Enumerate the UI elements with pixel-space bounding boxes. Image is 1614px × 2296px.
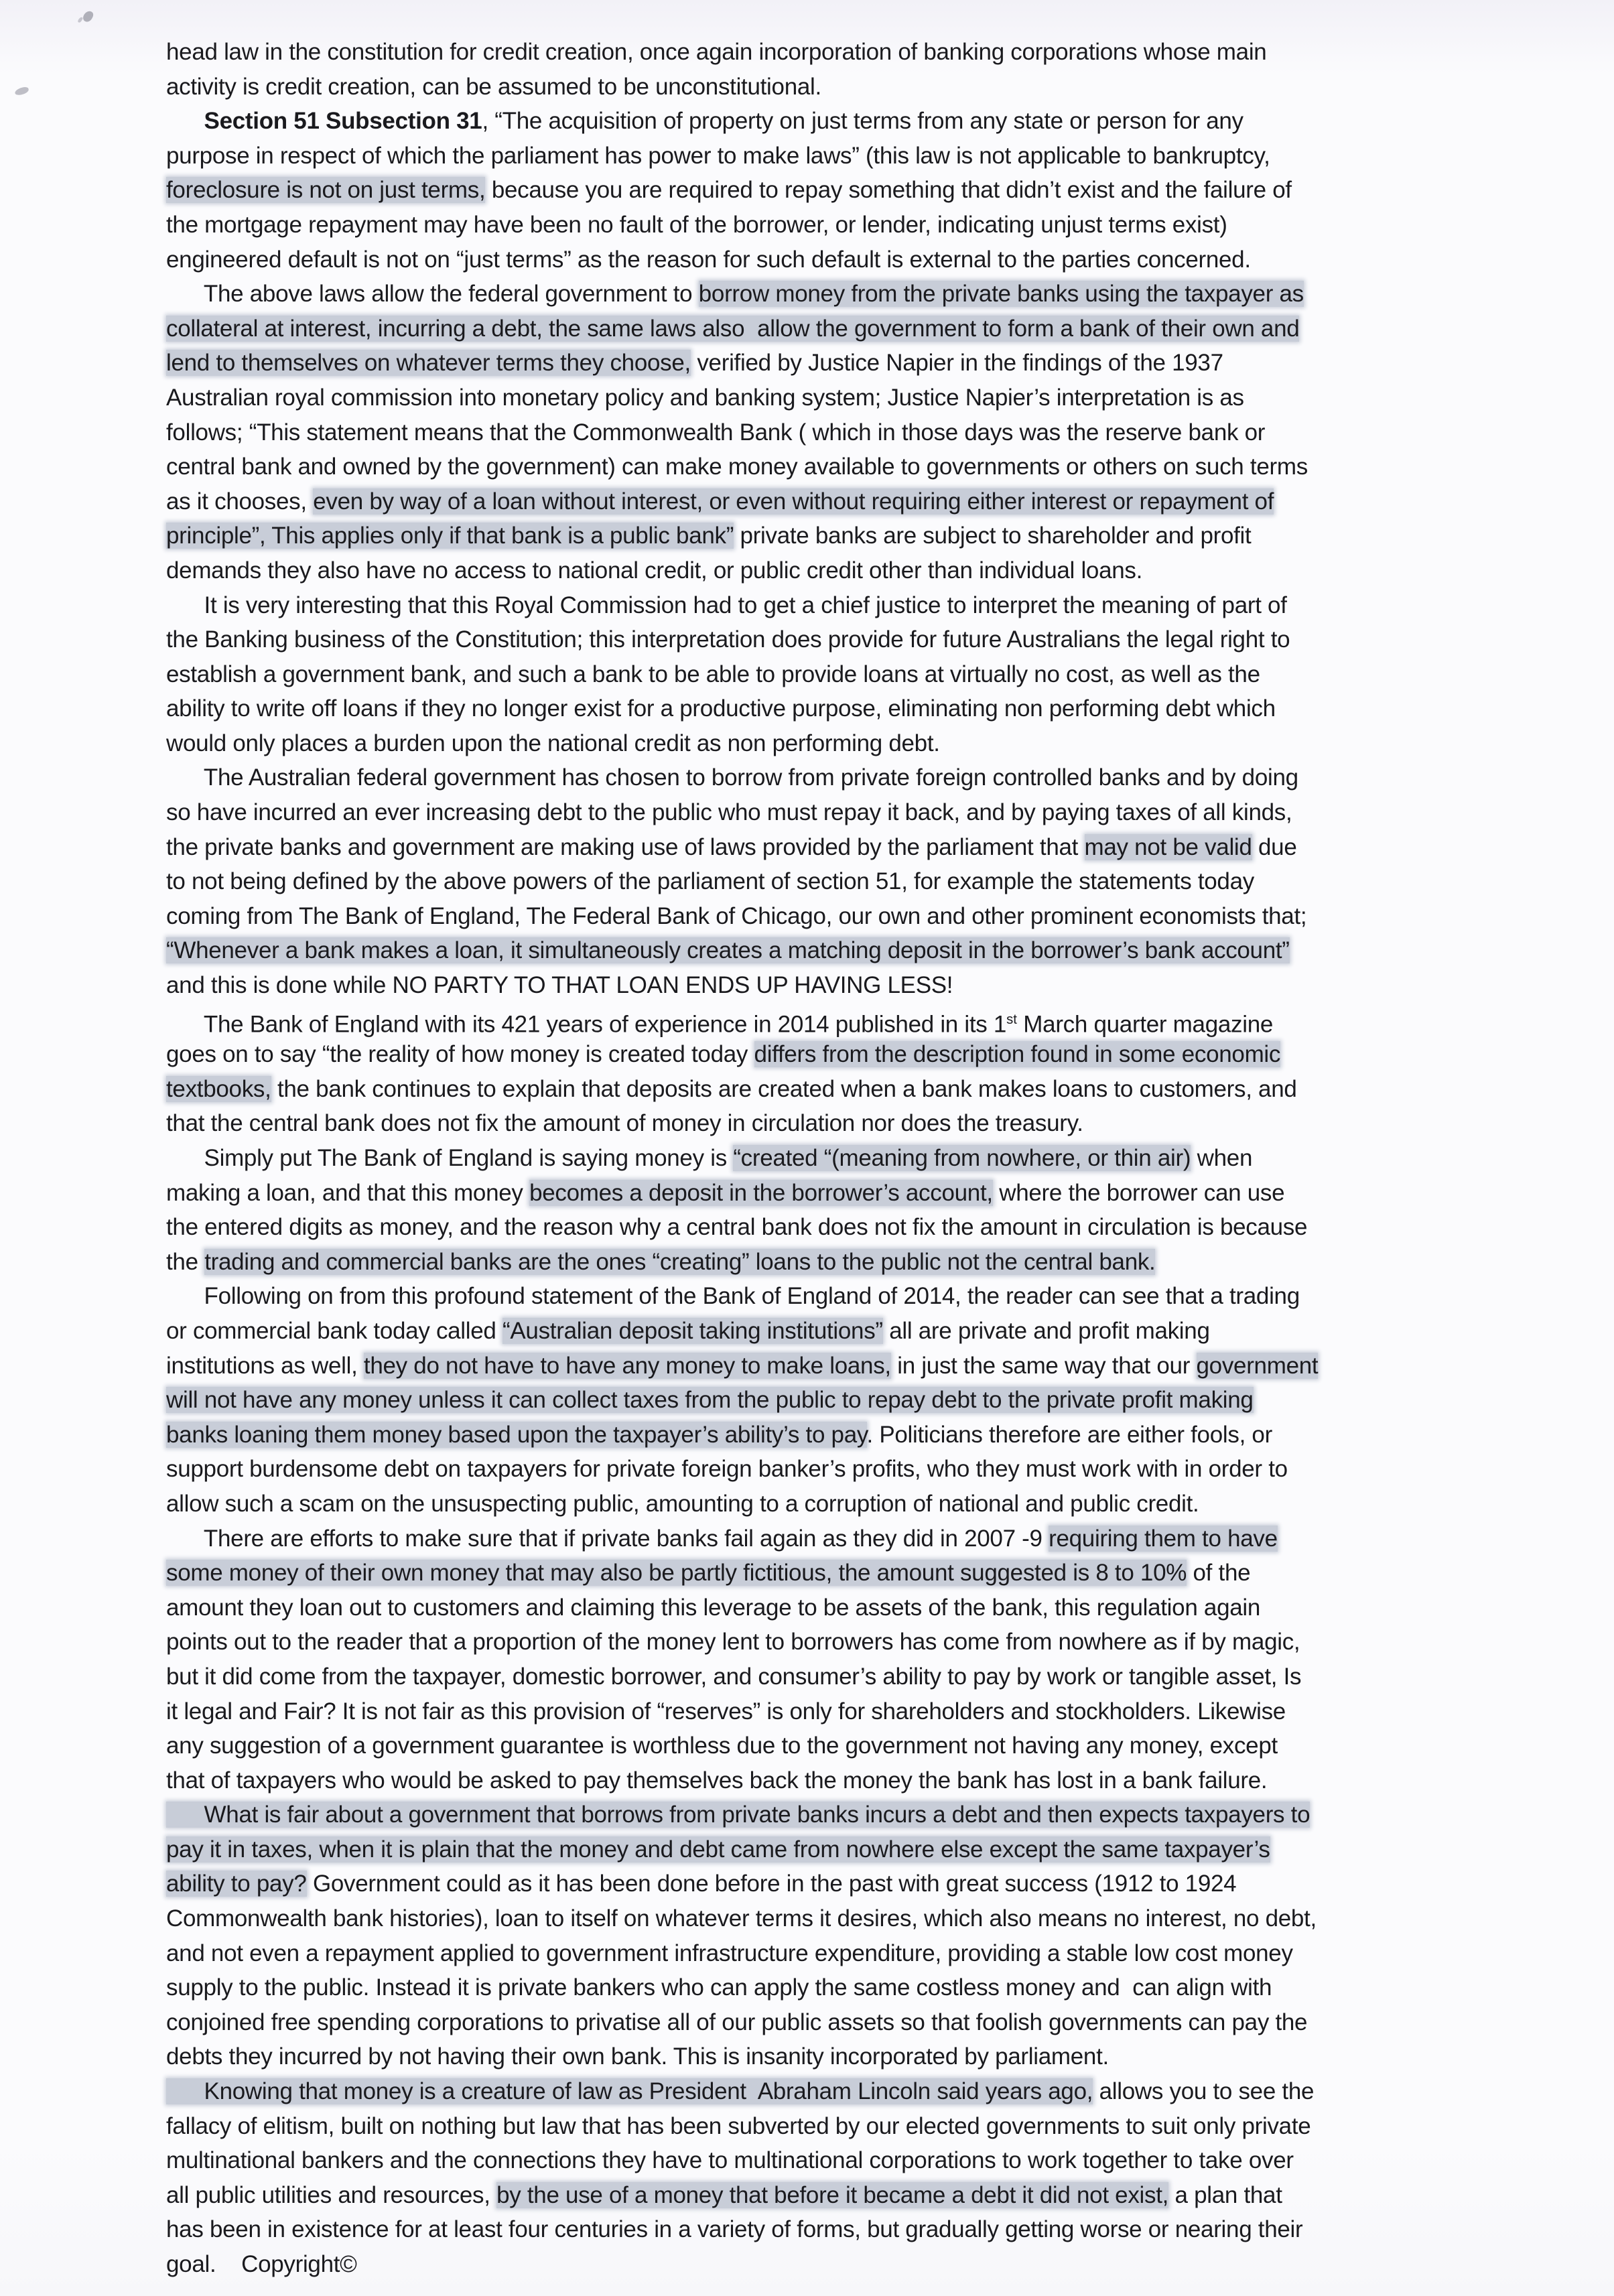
paragraph [166, 104, 1318, 277]
text-segment: of the [1187, 1560, 1251, 1586]
text-segment: points out to the reader that a proportion of the money lent to borrowers has come from nowhere as if by magic, [166, 1629, 1300, 1656]
text-line [166, 1037, 1318, 1072]
text-line [166, 2143, 1318, 2178]
text-segment: Following on from this profound statement of the Bank of England of 2014, the reader can see that a trading [166, 1283, 1300, 1310]
text-segment: follows; “This statement means that the Commonwealth Bank ( which in those days was the reserve bank or [166, 419, 1266, 446]
text-line [166, 1625, 1318, 1660]
text-segment: engineered default is not on “just terms” as the reason for such default is external to the parties concerned. [166, 246, 1251, 273]
text-line [166, 104, 1318, 139]
text-segment: that the central bank does not fix the amount of money in circulation nor does the treasury. [166, 1110, 1083, 1137]
text-line [166, 277, 1318, 312]
text-line [166, 312, 1318, 346]
text-segment: as it chooses, [166, 488, 314, 515]
highlighted-text-segment: lend to themselves on whatever terms they choose, [166, 350, 691, 377]
text-segment: fallacy of elitism, built on nothing but law that has been subverted by our elected governments to suit only private [166, 2112, 1311, 2139]
text-segment: establish a government bank, and such a bank to be able to provide loans at virtually no cost, as well as the [166, 661, 1260, 687]
text-segment: The Australian federal government has chosen to borrow from private foreign controlled banks and by doing [166, 764, 1298, 791]
paragraph [166, 277, 1318, 588]
text-segment: making a loan, and that this money [166, 1179, 530, 1206]
text-line [166, 35, 1318, 70]
text-segment: all public utilities and resources, [166, 2181, 497, 2208]
paragraph [166, 1279, 1318, 1521]
text-line [166, 2039, 1318, 2074]
paragraph [166, 760, 1318, 1002]
text-segment: in just the same way that our [890, 1352, 1197, 1379]
text-line [166, 830, 1318, 865]
text-segment: the [166, 1248, 205, 1275]
highlighted-text-segment: may not be valid [1084, 833, 1252, 860]
text-line [166, 795, 1318, 830]
text-segment: Simply put The Bank of England is saying money is [166, 1145, 734, 1171]
text-line [166, 2247, 1318, 2282]
text-line [166, 2178, 1318, 2213]
text-line [166, 484, 1318, 519]
highlighted-text-segment: differs from the description found in some economic [754, 1041, 1281, 1068]
text-line [166, 1245, 1318, 1280]
text-segment: The above laws allow the federal government to [166, 281, 699, 308]
paragraph [166, 588, 1318, 761]
text-segment [166, 108, 204, 134]
text-segment: demands they also have no access to national credit, or public credit other than individual loans. [166, 557, 1143, 584]
text-segment: to not being defined by the above powers of the parliament of section 51, for example the statements today [166, 868, 1254, 895]
highlighted-text-segment: principle”, This applies only if that bank is a public bank” [166, 523, 734, 549]
text-line [166, 1970, 1318, 2005]
text-segment: coming from The Bank of England, The Federal Bank of Chicago, our own and other prominent economists that; [166, 902, 1307, 929]
text-segment: private banks are subject to shareholder and profit [734, 523, 1252, 549]
highlighted-text-segment: even by way of a loan without interest, or even without requiring either interest or repayment of [313, 488, 1274, 515]
text-segment: the private banks and government are making use of laws provided by the parliament that [166, 833, 1085, 860]
text-segment: and not even a repayment applied to government infrastructure expenditure, providing a stable low cost money [166, 1940, 1293, 1966]
text-segment: a plan that [1168, 2181, 1282, 2208]
text-segment: purpose in respect of which the parliament has power to make laws” (this law is not applicable to bankruptcy, [166, 142, 1270, 169]
text-segment: all are private and profit making [882, 1317, 1210, 1344]
text-segment: where the borrower can use [992, 1179, 1285, 1206]
text-segment: activity is credit creation, can be assumed to be unconstitutional. [166, 73, 821, 100]
paragraph [166, 1141, 1318, 1279]
text-line [166, 243, 1318, 277]
text-line [166, 1556, 1318, 1591]
text-line [166, 415, 1318, 450]
text-segment: conjoined free spending corporations to privatise all of our public assets so that foolish governments can pay the [166, 2009, 1308, 2035]
text-line [166, 1729, 1318, 1763]
text-segment: and this is done while NO PARTY TO THAT LOAN ENDS UP HAVING LESS! [166, 972, 953, 999]
text-segment: Commonwealth bank histories), loan to itself on whatever terms it desires, which also means no interest, no debt, [166, 1905, 1317, 1932]
text-line [166, 1936, 1318, 1971]
text-segment: support burdensome debt on taxpayers for private foreign banker’s profits, who they must work with in order to [166, 1456, 1288, 1483]
text-segment: the entered digits as money, and the reason why a central bank does not fix the amount in circulation is because [166, 1214, 1308, 1241]
text-line [166, 1003, 1318, 1038]
highlighted-text-segment: by the use of a money that before it became a debt it did not exist, [496, 2181, 1169, 2208]
text-line [166, 691, 1318, 726]
highlighted-text-segment: “Whenever a bank makes a loan, it simultaneously creates a matching deposit in the borrower’s bank account” [166, 937, 1290, 964]
text-segment: multinational bankers and the connections they have to multinational corporations to work together to take over [166, 2147, 1294, 2174]
text-line [166, 1279, 1318, 1314]
text-line [166, 173, 1318, 208]
scan-speck-artifact [14, 86, 29, 96]
highlighted-text-segment: “Australian deposit taking institutions” [502, 1317, 883, 1344]
text-line [166, 2212, 1318, 2247]
paragraph [166, 1003, 1318, 1141]
text-line [166, 1763, 1318, 1798]
text-segment: has been in existence for at least four centuries in a variety of forms, but gradually getting worse or nearing their [166, 2216, 1303, 2243]
text-line [166, 2109, 1318, 2144]
highlighted-text-segment: textbooks, [166, 1075, 271, 1102]
highlighted-text-segment: requiring them to have [1049, 1525, 1278, 1552]
highlighted-text-segment: What is fair about a government that borrows from private banks incurs a debt and then expects taxpayers to [166, 1802, 1310, 1828]
text-line [166, 588, 1318, 623]
text-line [166, 1349, 1318, 1383]
text-line [166, 622, 1318, 657]
text-segment: that of taxpayers who would be asked to pay themselves back the money the bank has lost in a bank failure. [166, 1767, 1268, 1794]
text-line [166, 1106, 1318, 1141]
text-line [166, 139, 1318, 174]
text-line [166, 1210, 1318, 1245]
text-segment: st [1006, 1012, 1017, 1027]
text-line [166, 1591, 1318, 1625]
text-line [166, 1832, 1318, 1867]
text-segment: the Banking business of the Constitution; this interpretation does provide for future Australians the legal right to [166, 626, 1290, 653]
text-segment: institutions as well, [166, 1352, 364, 1379]
text-segment: when [1191, 1145, 1253, 1171]
text-segment: verified by Justice Napier in the findings of the 1937 [690, 350, 1223, 377]
text-segment: There are efforts to make sure that if private banks fail again as they did in 2007 -9 [166, 1525, 1049, 1552]
text-segment: the bank continues to explain that deposits are created when a bank makes loans to customers, and [271, 1075, 1297, 1102]
text-line [166, 1487, 1318, 1522]
text-segment: allows you to see the [1093, 2078, 1315, 2105]
highlighted-text-segment: becomes a deposit in the borrower’s account, [529, 1179, 993, 1206]
text-line [166, 208, 1318, 243]
text-line [166, 1314, 1318, 1349]
text-line [166, 1452, 1318, 1487]
text-line [166, 1660, 1318, 1694]
text-segment: Australian royal commission into monetary policy and banking system; Justice Napier’s interpretation is as [166, 384, 1244, 411]
text-segment: amount they loan out to customers and claiming this leverage to be assets of the bank, this regulation again [166, 1594, 1261, 1621]
highlighted-text-segment: pay it in taxes, when it is plain that the money and debt came from nowhere else except the same taxpayer’s [166, 1836, 1270, 1863]
text-segment: the mortgage repayment may have been no fault of the borrower, or lender, indicating unjust terms exist) [166, 211, 1227, 238]
text-segment: but it did come from the taxpayer, domestic borrower, and consumer’s ability to pay by work or tangible asset, Is [166, 1663, 1302, 1690]
text-segment: , “The acquisition of property on just terms from any state or person for any [482, 108, 1243, 135]
text-segment: so have incurred an ever increasing debt to the public who must repay it back, and by paying taxes of all kinds, [166, 799, 1292, 826]
highlighted-text-segment: they do not have to have any money to make loans, [363, 1352, 891, 1379]
highlighted-text-segment: some money of their own money that may also be partly fictitious, the amount suggested is 8 to 10% [166, 1560, 1187, 1586]
text-segment: ability to write off loans if they no longer exist for a productive purpose, eliminating non performing debt which [166, 695, 1276, 722]
text-segment: Government could as it has been done before in the past with great success (1912 to 1924 [306, 1871, 1237, 1897]
paragraph [166, 1522, 1318, 1798]
highlighted-text-segment: government [1196, 1352, 1319, 1379]
text-line [166, 381, 1318, 415]
text-segment: It is very interesting that this Royal Commission had to get a chief justice to interpret the meaning of part of [166, 592, 1287, 618]
text-line [166, 450, 1318, 484]
paragraph [166, 2074, 1318, 2282]
text-segment: Section 51 Subsection 31 [204, 108, 482, 135]
text-line [166, 1072, 1318, 1107]
text-segment: because you are required to repay something that didn’t exist and the failure of [485, 177, 1292, 204]
text-segment: any suggestion of a government guarantee is worthless due to the government not having any money, except [166, 1733, 1278, 1759]
text-line [166, 1901, 1318, 1936]
text-line [166, 1418, 1318, 1453]
text-line [166, 346, 1318, 381]
text-line [166, 899, 1318, 934]
text-line [166, 968, 1318, 1003]
paragraph [166, 1798, 1318, 2074]
text-segment: head law in the constitution for credit creation, once again incorporation of banking corporations whose main [166, 39, 1267, 65]
highlighted-text-segment: banks loaning them money based upon the taxpayer’s ability’s to pay [166, 1421, 867, 1448]
text-segment: goal. Copyright© [166, 2251, 357, 2277]
text-segment: The Bank of England with its 421 years of experience in 2014 published in its 1 [166, 1011, 1007, 1038]
text-line [166, 1798, 1318, 1832]
text-segment: March quarter magazine [1016, 1011, 1274, 1038]
text-line [166, 657, 1318, 692]
highlighted-text-segment: will not have any money unless it can collect taxes from the public to repay debt to the private profit making [166, 1387, 1254, 1414]
text-segment: goes on to say “the reality of how money is created today [166, 1041, 754, 1068]
text-line [166, 2005, 1318, 2040]
text-line [166, 1141, 1318, 1176]
highlighted-text-segment: collateral at interest, incurring a debt, the same laws also allow the government to form a bank of their own and [166, 315, 1300, 342]
text-line [166, 70, 1318, 105]
text-line [166, 1383, 1318, 1418]
text-line [166, 864, 1318, 899]
scan-speck-artifact [82, 9, 94, 23]
text-segment: . Politicians therefore are either fools, or [866, 1421, 1272, 1448]
text-line [166, 1867, 1318, 1901]
text-segment: it legal and Fair? It is not fair as this provision of “reserves” is only for shareholders and stockholders. Likewise [166, 1698, 1286, 1725]
highlighted-text-segment: borrow money from the private banks using the taxpayer as [698, 281, 1304, 308]
text-segment: allow such a scam on the unsuspecting public, amounting to a corruption of national and public credit. [166, 1490, 1199, 1517]
text-segment: due [1252, 833, 1297, 860]
highlighted-text-segment: “created “(meaning from nowhere, or thin air) [733, 1145, 1191, 1171]
text-line [166, 726, 1318, 761]
highlighted-text-segment: ability to pay? [166, 1871, 307, 1897]
document-text [166, 35, 1318, 2282]
text-line [166, 1176, 1318, 1211]
text-segment: would only places a burden upon the national credit as non performing debt. [166, 730, 940, 756]
paragraph [166, 35, 1318, 104]
highlighted-text-segment: Knowing that money is a creature of law as President Abraham Lincoln said years ago, [166, 2078, 1093, 2105]
text-segment: supply to the public. Instead it is private bankers who can apply the same costless money and can align with [166, 1974, 1272, 2001]
text-line [166, 2074, 1318, 2109]
text-line [166, 1522, 1318, 1556]
text-line [166, 1694, 1318, 1729]
text-line [166, 553, 1318, 588]
text-segment: central bank and owned by the government) can make money available to governments or others on such terms [166, 454, 1308, 480]
text-line [166, 933, 1318, 968]
text-segment: or commercial bank today called [166, 1317, 503, 1344]
highlighted-text-segment: foreclosure is not on just terms, [166, 177, 486, 204]
highlighted-text-segment: trading and commercial banks are the ones “creating” loans to the public not the central bank. [204, 1248, 1156, 1275]
text-line [166, 519, 1318, 553]
text-segment: debts they incurred by not having their own bank. This is insanity incorporated by parliament. [166, 2043, 1109, 2070]
text-line [166, 760, 1318, 795]
